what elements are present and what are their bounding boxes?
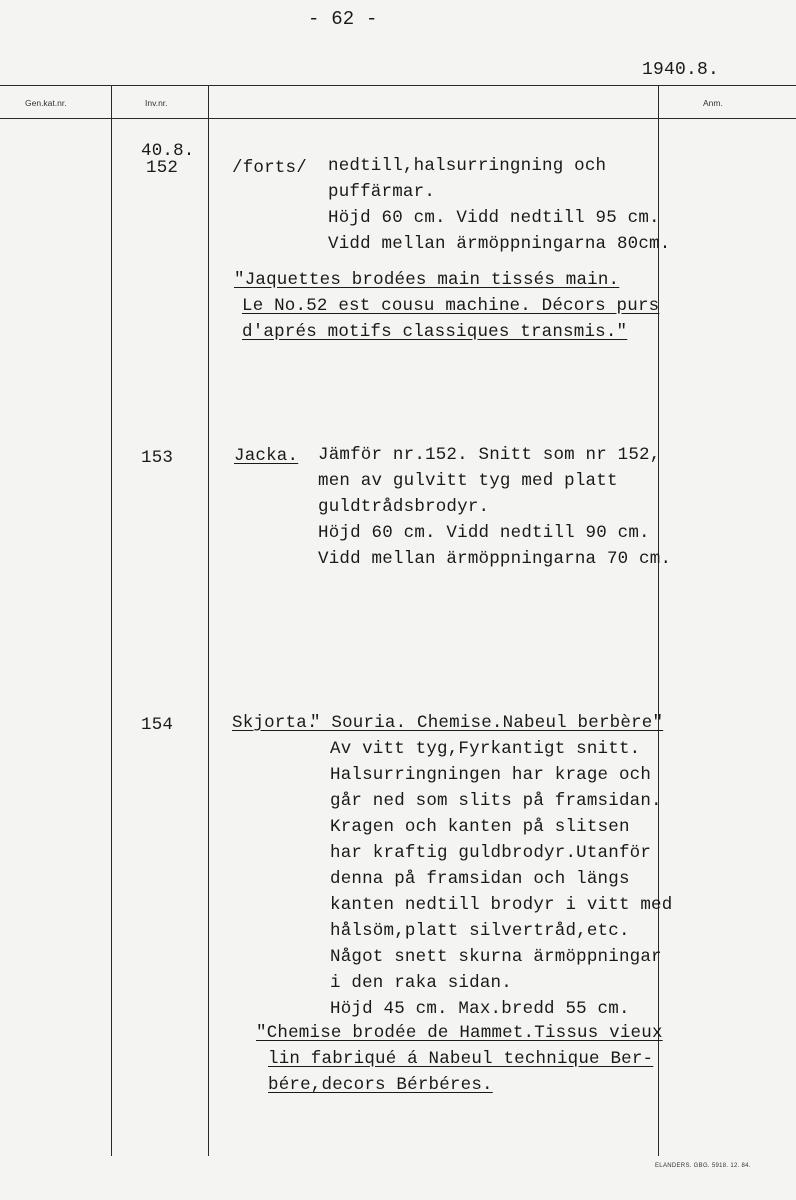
quote-block (256, 1020, 663, 1098)
inv-prefix: 40.8. (141, 141, 195, 161)
body-line: Höjd 45 cm. Max.bredd 55 cm. (330, 999, 630, 1019)
body-line: Kragen och kanten på slitsen (330, 817, 630, 837)
body-line: puffärmar. (328, 182, 436, 202)
body-line: Av vitt tyg,Fyrkantigt snitt. (330, 739, 641, 759)
body-line: Vidd mellan ärmöppningarna 80cm. (328, 234, 671, 254)
body-line: Halsurringningen har krage och (330, 765, 652, 785)
body-line: hålsöm,platt silvertråd,etc. (330, 921, 630, 941)
header-inv: Inv.nr. (145, 98, 168, 108)
body-line: nedtill,halsurringning och (328, 156, 607, 176)
body-line: guldtrådsbrodyr. (318, 497, 490, 517)
entry-body (328, 153, 670, 257)
entry-lead: /forts/ (232, 158, 307, 178)
quote-line: bére,decors Bérbéres. (268, 1075, 493, 1095)
body-line: i den raka sidan. (330, 973, 512, 993)
body-line: har kraftig guldbrodyr.Utanför (330, 843, 652, 863)
col-divider-1 (111, 86, 112, 1156)
col-divider-2 (208, 86, 209, 1156)
body-line: Höjd 60 cm. Vidd nedtill 90 cm. (318, 523, 650, 543)
entry-body (318, 442, 671, 572)
quote-line: lin fabriqué á Nabeul technique Ber- (268, 1049, 654, 1069)
header-bottom-rule (0, 118, 796, 119)
page-number: - 62 - (308, 8, 378, 30)
body-line: går ned som slits på framsidan. (330, 791, 662, 811)
entry-number: 154 (141, 715, 174, 735)
body-line: men av gulvitt tyg med platt (318, 471, 618, 491)
body-line: Höjd 60 cm. Vidd nedtill 95 cm. (328, 208, 660, 228)
printer-imprint: ELANDERS. GBG. 5918. 12. 84. (655, 1163, 751, 1169)
body-line: denna på framsidan och längs (330, 869, 630, 889)
entry-number: 153 (141, 448, 174, 468)
quote-block (234, 267, 659, 345)
header-anm: Anm. (703, 98, 723, 108)
entry-lead-quote: " Souria. Chemise.Nabeul berbère" (310, 713, 664, 733)
body-line: Vidd mellan ärmöppningarna 70 cm. (318, 549, 672, 569)
quote-line: Le No.52 est cousu machine. Décors purs (242, 296, 660, 316)
entry-lead: Jacka. (234, 446, 299, 466)
quote-line: "Chemise brodée de Hammet.Tissus vieux (256, 1023, 663, 1043)
entry-lead: Skjorta. (232, 713, 318, 733)
entry-number: 152 (146, 158, 179, 178)
header-top-rule (0, 85, 796, 86)
body-line: Jämför nr.152. Snitt som nr 152, (318, 445, 661, 465)
quote-line: d'aprés motifs classiques transmis." (242, 322, 628, 342)
header-gen-kat: Gen.kat.nr. (25, 98, 67, 108)
body-line: Något snett skurna ärmöppningar (330, 947, 662, 967)
entry-body (330, 736, 672, 1022)
year-label: 1940.8. (642, 60, 720, 80)
quote-line: "Jaquettes brodées main tissés main. (234, 270, 620, 290)
body-line: kanten nedtill brodyr i vitt med (330, 895, 673, 915)
